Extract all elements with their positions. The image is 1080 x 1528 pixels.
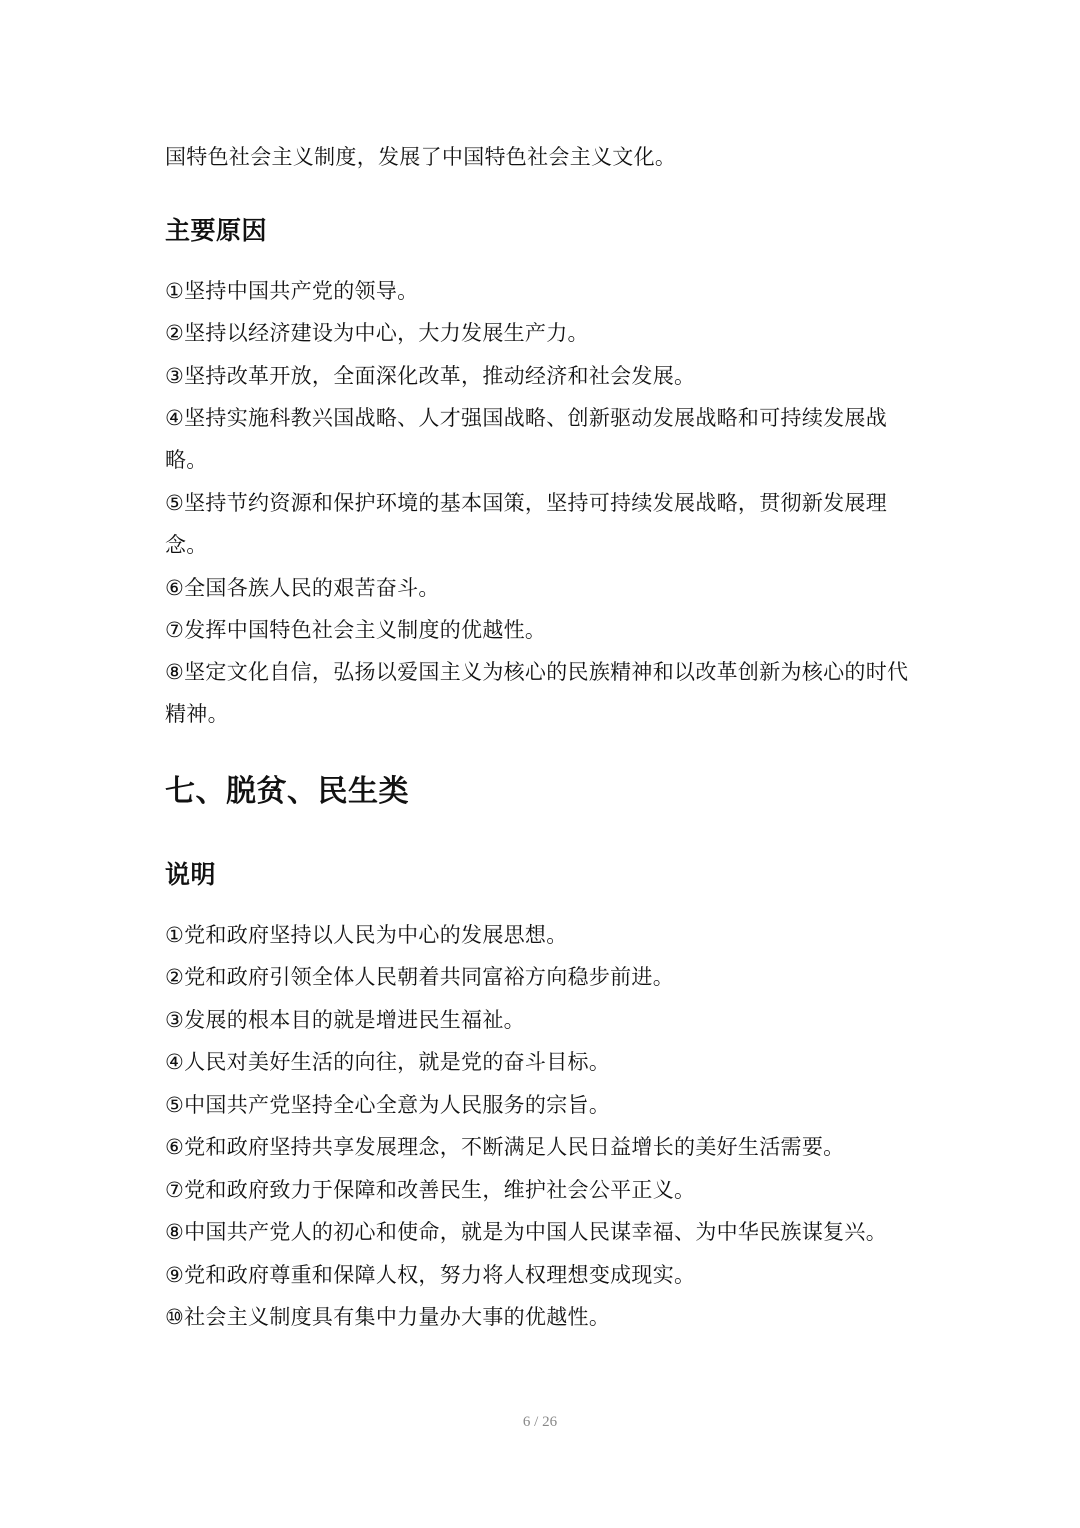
list-item: ①党和政府坚持以人民为中心的发展思想。	[165, 923, 568, 947]
list-item: ⑦发挥中国特色社会主义制度的优越性。	[165, 618, 547, 642]
list-item: ⑦党和政府致力于保障和改善民生，维护社会公平正义。	[165, 1178, 696, 1202]
section-heading-explanation: 说明	[165, 860, 217, 889]
list-item: ③坚持改革开放，全面深化改革，推动经济和社会发展。	[165, 364, 696, 388]
list-item: ⑧中国共产党人的初心和使命，就是为中国人民谋幸福、为中华民族谋复兴。	[165, 1220, 888, 1244]
list-item: ②党和政府引领全体人民朝着共同富裕方向稳步前进。	[165, 965, 675, 989]
intro-line: 国特色社会主义制度，发展了中国特色社会主义文化。	[165, 145, 677, 169]
list-item: ⑨党和政府尊重和保障人权，努力将人权理想变成现实。	[165, 1263, 696, 1287]
page-indicator: 6 / 26	[522, 1414, 558, 1430]
list-item: ④人民对美好生活的向往，就是党的奋斗目标。	[165, 1050, 611, 1074]
list-item: ⑥全国各族人民的艰苦奋斗。	[165, 576, 440, 600]
list-item: ⑩社会主义制度具有集中力量办大事的优越性。	[165, 1305, 611, 1329]
list-item: ⑧坚定文化自信，弘扬以爱国主义为核心的民族精神和以改革创新为核心的时代精神。	[165, 660, 909, 726]
list-item: ⑤中国共产党坚持全心全意为人民服务的宗旨。	[165, 1093, 611, 1117]
list-item: ②坚持以经济建设为中心，大力发展生产力。	[165, 321, 589, 345]
list-item: ③发展的根本目的就是增进民生福祉。	[165, 1008, 525, 1032]
chapter-title: 七、脱贫、民生类	[165, 774, 409, 809]
list-item: ⑥党和政府坚持共享发展理念，不断满足人民日益增长的美好生活需要。	[165, 1135, 845, 1159]
section-heading-main-reasons: 主要原因	[165, 216, 268, 245]
list-item: ①坚持中国共产党的领导。	[165, 279, 419, 303]
list-item: ⑤坚持节约资源和保护环境的基本国策，坚持可持续发展战略，贯彻新发展理念。	[165, 491, 888, 557]
list-item: ④坚持实施科教兴国战略、人才强国战略、创新驱动发展战略和可持续发展战略。	[165, 406, 888, 472]
